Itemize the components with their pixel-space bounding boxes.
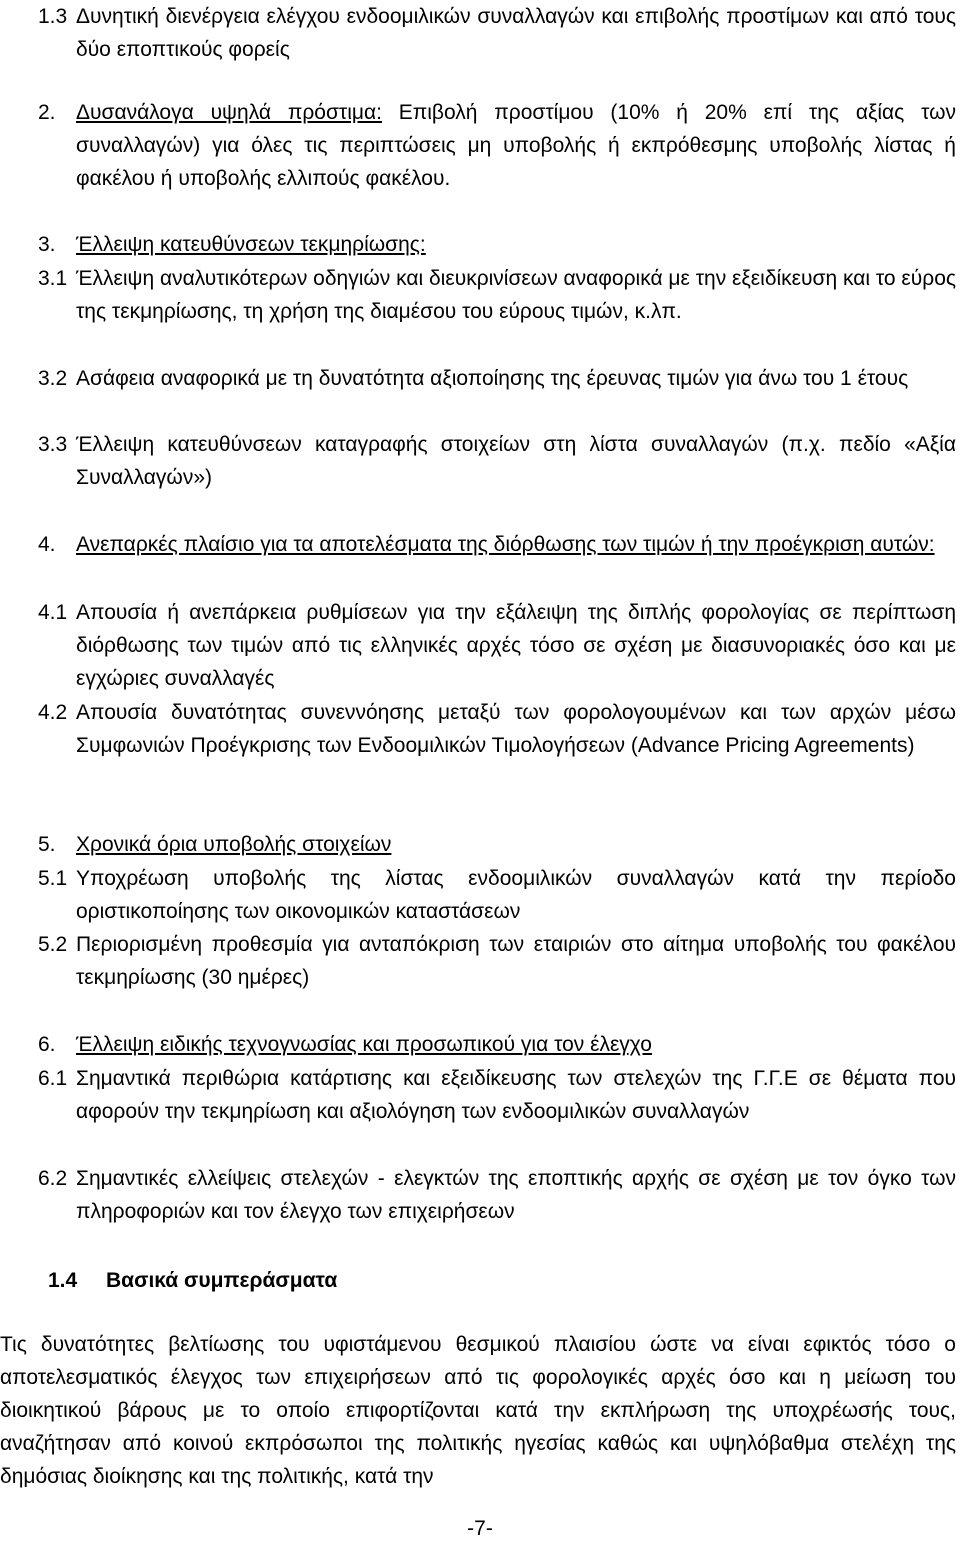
item-heading: Έλλειψη ειδικής τεχνογνωσίας και προσωπικού για τον έλεγχο: [76, 1033, 652, 1056]
item-text: Σημαντικά περιθώρια κατάρτισης και εξειδίκευσης των στελεχών της Γ.Γ.Ε σε θέματα που αφορούν την τεκμηρίωση και αξιολόγηση των ενδοομιλικών συναλλαγών: [76, 1067, 956, 1123]
item-text: Απουσία ή ανεπάρκεια ρυθμίσεων για την εξάλειψη της διπλής φορολογίας σε περίπτωση διόρθωσης των τιμών από τις ελληνικές αρχές τόσο σε σχέση με διασυνοριακές όσο και με εγχώριες συναλλαγές: [76, 601, 956, 690]
list-item: [38, 1028, 956, 1061]
item-number: 5.: [38, 833, 56, 856]
item-number: 3.2: [38, 367, 68, 390]
item-text: Έλλειψη αναλυτικότερων οδηγιών και διευκρινίσεων αναφορικά με την εξειδίκευση και το εύρος της τεκμηρίωσης, τη χρήση της διαμέσου του εύρους τιμών, κ.λπ.: [76, 267, 956, 323]
item-number: 4.2: [38, 701, 68, 724]
list-item: [38, 428, 956, 494]
list-item: [38, 596, 956, 695]
item-number: 3.1: [38, 267, 68, 290]
item-text: Περιορισμένη προθεσμία για ανταπόκριση των εταιριών στο αίτημα υποβολής του φακέλου τεκμηρίωσης (30 ημέρες): [76, 933, 956, 989]
conclusion-paragraph: Τις δυνατότητες βελτίωσης του υφιστάμενου θεσμικού πλαισίου ώστε να είναι εφικτός τόσο ο αποτελεσματικός έλεγχος των επιχειρήσεων από τις φορολογικές αρχές όσο και η μείωση του διοικητικού βάρους με το οποίο επιφορτίζονται κατά την εκπλήρωση της υποχρέωσής τους, αναζήτησαν από κοινού εκπρόσωποι της πολιτικής ηγεσίας καθώς και υψηλόβαθμα στελέχη της δημόσιας διοίκησης και της πολιτικής, κατά την: [0, 1333, 956, 1488]
list-item: [38, 696, 956, 762]
section-heading: [48, 1264, 337, 1297]
item-number: 4.1: [38, 601, 68, 624]
section-number: 1.4: [48, 1269, 78, 1292]
item-number: 6.1: [38, 1067, 68, 1090]
list-item: [38, 262, 956, 328]
list-item: [38, 96, 956, 195]
item-heading: Χρονικά όρια υποβολής στοιχείων: [76, 833, 392, 856]
item-number: 3.3: [38, 433, 68, 456]
list-item: [38, 862, 956, 928]
item-number: 2.: [38, 101, 56, 124]
list-item: [38, 362, 956, 395]
list-item: [38, 228, 956, 261]
page-number: -7-: [467, 1517, 493, 1540]
list-item: [38, 828, 956, 861]
item-number: 3.: [38, 233, 56, 256]
item-heading: Έλλειψη κατευθύνσεων τεκμηρίωσης:: [76, 233, 426, 256]
section-title: Βασικά συμπεράσματα: [106, 1269, 338, 1292]
item-number: 1.3: [38, 5, 68, 28]
item-text: Έλλειψη κατευθύνσεων καταγραφής στοιχείων στη λίστα συναλλαγών (π.χ. πεδίο «Αξία Συναλλαγών»): [76, 433, 956, 489]
list-item: [38, 928, 956, 994]
item-number: 6.2: [38, 1167, 68, 1190]
item-text: Υποχρέωση υποβολής της λίστας ενδοομιλικών συναλλαγών κατά την περίοδο οριστικοποίησης των οικονομικών καταστάσεων: [76, 867, 956, 923]
list-item: [38, 528, 956, 561]
item-text: Ασάφεια αναφορικά με τη δυνατότητα αξιοποίησης της έρευνας τιμών για άνω του 1 έτους: [76, 367, 909, 390]
item-number: 4.: [38, 533, 56, 556]
item-number: 6.: [38, 1033, 56, 1056]
item-heading: Δυσανάλογα υψηλά πρόστιμα:: [76, 101, 382, 124]
list-item: [38, 0, 956, 66]
item-text: Σημαντικές ελλείψεις στελεχών - ελεγκτών της εποπτικής αρχής σε σχέση με τον όγκο των πληροφοριών και τον έλεγχο των επιχειρήσεων: [76, 1167, 956, 1223]
item-body: Επιβολή προστίμου (10% ή 20% επί της αξίας των συναλλαγών) για όλες τις περιπτώσεις μη υποβολής ή εκπρόθεσμης υποβολής λίστας ή φακέλου ή υποβολής ελλιπούς φακέλου.: [76, 101, 956, 190]
item-number: 5.1: [38, 867, 68, 890]
item-text: Δυνητική διενέργεια ελέγχου ενδοομιλικών συναλλαγών και επιβολής προστίμων και από τους δύο εποπτικούς φορείς: [76, 5, 956, 61]
list-item: [38, 1162, 956, 1228]
item-number: 5.2: [38, 933, 68, 956]
list-item: [38, 1062, 956, 1128]
item-text: [76, 96, 956, 195]
item-text: Απουσία δυνατότητας συνεννόησης μεταξύ των φορολογουμένων και των αρχών μέσω Συμφωνιών Προέγκρισης των Ενδοομιλικών Τιμολογήσεων (Advance Pricing Agreements): [76, 701, 956, 757]
item-heading: Ανεπαρκές πλαίσιο για τα αποτελέσματα της διόρθωσης των τιμών ή την προέγκριση αυτών:: [76, 533, 935, 556]
